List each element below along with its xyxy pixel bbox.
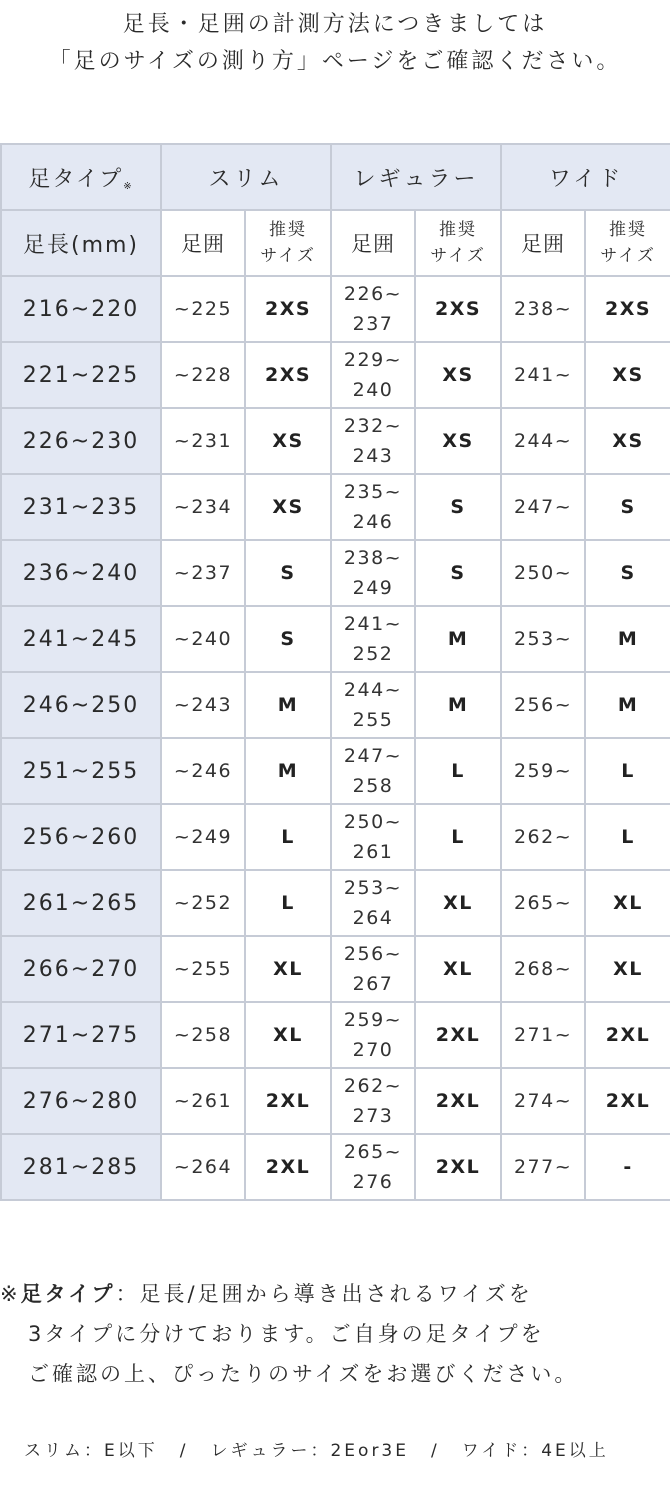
legend-separator: / — [431, 1441, 440, 1461]
slim-rec-header: 推奨 サイズ — [245, 210, 331, 276]
regular-size-cell: XS — [415, 408, 501, 474]
regular-girth-cell: 259~ 270 — [331, 1002, 415, 1068]
slim-girth-cell: ~234 — [161, 474, 245, 540]
intro-line-2: 「足のサイズの測り方」ページをご確認ください。 — [48, 49, 622, 74]
wide-size-cell: S — [585, 474, 670, 540]
slim-girth-cell: ~240 — [161, 606, 245, 672]
wide-size-cell: S — [585, 540, 670, 606]
type-regular-header: レギュラー — [331, 144, 501, 210]
wide-size-cell: XS — [585, 408, 670, 474]
foot-length-cell: 256~260 — [1, 804, 161, 870]
regular-size-cell: S — [415, 540, 501, 606]
table-row — [1, 870, 670, 936]
regular-girth-cell: 229~ 240 — [331, 342, 415, 408]
slim-girth-cell: ~255 — [161, 936, 245, 1002]
regular-size-cell: S — [415, 474, 501, 540]
width-legend — [24, 1436, 609, 1461]
table-row — [1, 606, 670, 672]
regular-girth-cell: 238~ 249 — [331, 540, 415, 606]
regular-girth-cell: 226~ 237 — [331, 276, 415, 342]
table-row — [1, 1002, 670, 1068]
regular-size-cell: 2XL — [415, 1134, 501, 1200]
foot-length-cell: 281~285 — [1, 1134, 161, 1200]
regular-girth-cell: 241~ 252 — [331, 606, 415, 672]
wide-size-cell: 2XL — [585, 1002, 670, 1068]
table-row — [1, 342, 670, 408]
note-mark: ※ — [123, 180, 134, 192]
type-slim-header: スリム — [161, 144, 331, 210]
foot-length-cell: 231~235 — [1, 474, 161, 540]
foot-length-header: 足長(mm) — [1, 210, 161, 276]
foot-type-note — [0, 1274, 670, 1394]
wide-girth-header: 足囲 — [501, 210, 585, 276]
foot-type-header: 足タイプ※ — [1, 144, 161, 210]
slim-girth-cell: ~237 — [161, 540, 245, 606]
table-row — [1, 936, 670, 1002]
wide-girth-cell: 277~ — [501, 1134, 585, 1200]
table-row — [1, 738, 670, 804]
table-row — [1, 1068, 670, 1134]
size-chart-table — [0, 143, 670, 1201]
regular-girth-cell: 247~ 258 — [331, 738, 415, 804]
regular-girth-cell: 235~ 246 — [331, 474, 415, 540]
legend-separator: / — [179, 1441, 189, 1461]
table-row — [1, 672, 670, 738]
wide-girth-cell: 259~ — [501, 738, 585, 804]
slim-size-cell: 2XS — [245, 276, 331, 342]
slim-size-cell: 2XL — [245, 1134, 331, 1200]
wide-girth-cell: 244~ — [501, 408, 585, 474]
regular-size-cell: M — [415, 672, 501, 738]
regular-size-cell: XS — [415, 342, 501, 408]
wide-size-cell: 2XL — [585, 1068, 670, 1134]
wide-size-cell: XL — [585, 870, 670, 936]
table-row — [1, 276, 670, 342]
regular-girth-cell: 244~ 255 — [331, 672, 415, 738]
table-row — [1, 474, 670, 540]
foot-length-cell: 241~245 — [1, 606, 161, 672]
slim-size-cell: L — [245, 870, 331, 936]
slim-size-cell: M — [245, 672, 331, 738]
slim-girth-cell: ~261 — [161, 1068, 245, 1134]
wide-size-cell: L — [585, 738, 670, 804]
slim-size-cell: M — [245, 738, 331, 804]
slim-girth-cell: ~246 — [161, 738, 245, 804]
foot-length-cell: 276~280 — [1, 1068, 161, 1134]
slim-size-cell: 2XS — [245, 342, 331, 408]
slim-girth-header: 足囲 — [161, 210, 245, 276]
slim-size-cell: S — [245, 540, 331, 606]
foot-length-cell: 266~270 — [1, 936, 161, 1002]
regular-girth-cell: 256~ 267 — [331, 936, 415, 1002]
slim-girth-cell: ~252 — [161, 870, 245, 936]
wide-girth-cell: 268~ — [501, 936, 585, 1002]
type-header-row — [1, 144, 670, 210]
slim-girth-cell: ~231 — [161, 408, 245, 474]
foot-length-cell: 226~230 — [1, 408, 161, 474]
wide-girth-cell: 250~ — [501, 540, 585, 606]
table-row — [1, 1134, 670, 1200]
wide-size-cell: M — [585, 672, 670, 738]
foot-length-cell: 221~225 — [1, 342, 161, 408]
size-rows — [1, 276, 670, 1200]
regular-size-cell: M — [415, 606, 501, 672]
slim-size-cell: XL — [245, 1002, 331, 1068]
slim-size-cell: 2XL — [245, 1068, 331, 1134]
legend-regular: レギュラー：2Eor3E — [210, 1441, 409, 1461]
wide-girth-cell: 262~ — [501, 804, 585, 870]
intro-line-1: 足長・足囲の計測方法につきましては — [122, 12, 548, 37]
wide-girth-cell: 241~ — [501, 342, 585, 408]
regular-girth-cell: 232~ 243 — [331, 408, 415, 474]
foot-length-cell: 251~255 — [1, 738, 161, 804]
foot-length-cell: 236~240 — [1, 540, 161, 606]
slim-girth-cell: ~258 — [161, 1002, 245, 1068]
wide-rec-header: 推奨 サイズ — [585, 210, 670, 276]
wide-girth-cell: 238~ — [501, 276, 585, 342]
table-row — [1, 540, 670, 606]
intro-text — [0, 6, 670, 80]
table-row — [1, 804, 670, 870]
sub-header-row — [1, 210, 670, 276]
wide-size-cell: 2XS — [585, 276, 670, 342]
foot-length-cell: 271~275 — [1, 1002, 161, 1068]
regular-size-cell: 2XL — [415, 1002, 501, 1068]
note-line-1: ※足タイプ：足長/足囲から導き出されるワイズを — [0, 1282, 533, 1306]
wide-size-cell: - — [585, 1134, 670, 1200]
wide-girth-cell: 274~ — [501, 1068, 585, 1134]
slim-girth-cell: ~228 — [161, 342, 245, 408]
wide-size-cell: M — [585, 606, 670, 672]
slim-girth-cell: ~225 — [161, 276, 245, 342]
wide-size-cell: XS — [585, 342, 670, 408]
wide-size-cell: XL — [585, 936, 670, 1002]
regular-size-cell: XL — [415, 870, 501, 936]
regular-rec-header: 推奨 サイズ — [415, 210, 501, 276]
note-bold-term: 足タイプ — [20, 1282, 116, 1306]
wide-girth-cell: 253~ — [501, 606, 585, 672]
regular-size-cell: 2XL — [415, 1068, 501, 1134]
regular-size-cell: 2XS — [415, 276, 501, 342]
slim-size-cell: S — [245, 606, 331, 672]
slim-girth-cell: ~243 — [161, 672, 245, 738]
regular-girth-header: 足囲 — [331, 210, 415, 276]
slim-size-cell: XL — [245, 936, 331, 1002]
slim-girth-cell: ~264 — [161, 1134, 245, 1200]
foot-length-cell: 261~265 — [1, 870, 161, 936]
regular-size-cell: L — [415, 804, 501, 870]
wide-girth-cell: 256~ — [501, 672, 585, 738]
regular-girth-cell: 262~ 273 — [331, 1068, 415, 1134]
wide-girth-cell: 271~ — [501, 1002, 585, 1068]
table-row — [1, 408, 670, 474]
regular-girth-cell: 253~ 264 — [331, 870, 415, 936]
regular-girth-cell: 250~ 261 — [331, 804, 415, 870]
slim-girth-cell: ~249 — [161, 804, 245, 870]
slim-size-cell: L — [245, 804, 331, 870]
foot-length-cell: 216~220 — [1, 276, 161, 342]
wide-size-cell: L — [585, 804, 670, 870]
foot-length-cell: 246~250 — [1, 672, 161, 738]
regular-size-cell: L — [415, 738, 501, 804]
wide-girth-cell: 247~ — [501, 474, 585, 540]
wide-girth-cell: 265~ — [501, 870, 585, 936]
slim-size-cell: XS — [245, 408, 331, 474]
note-line-2: 3タイプに分けております。ご自身の足タイプを — [28, 1322, 545, 1346]
type-wide-header: ワイド — [501, 144, 670, 210]
legend-slim: スリム：E以下 — [24, 1441, 158, 1461]
note-line-3: ご確認の上、ぴったりのサイズをお選びください。 — [28, 1362, 579, 1386]
legend-wide: ワイド：4E以上 — [461, 1441, 609, 1461]
slim-size-cell: XS — [245, 474, 331, 540]
regular-girth-cell: 265~ 276 — [331, 1134, 415, 1200]
regular-size-cell: XL — [415, 936, 501, 1002]
